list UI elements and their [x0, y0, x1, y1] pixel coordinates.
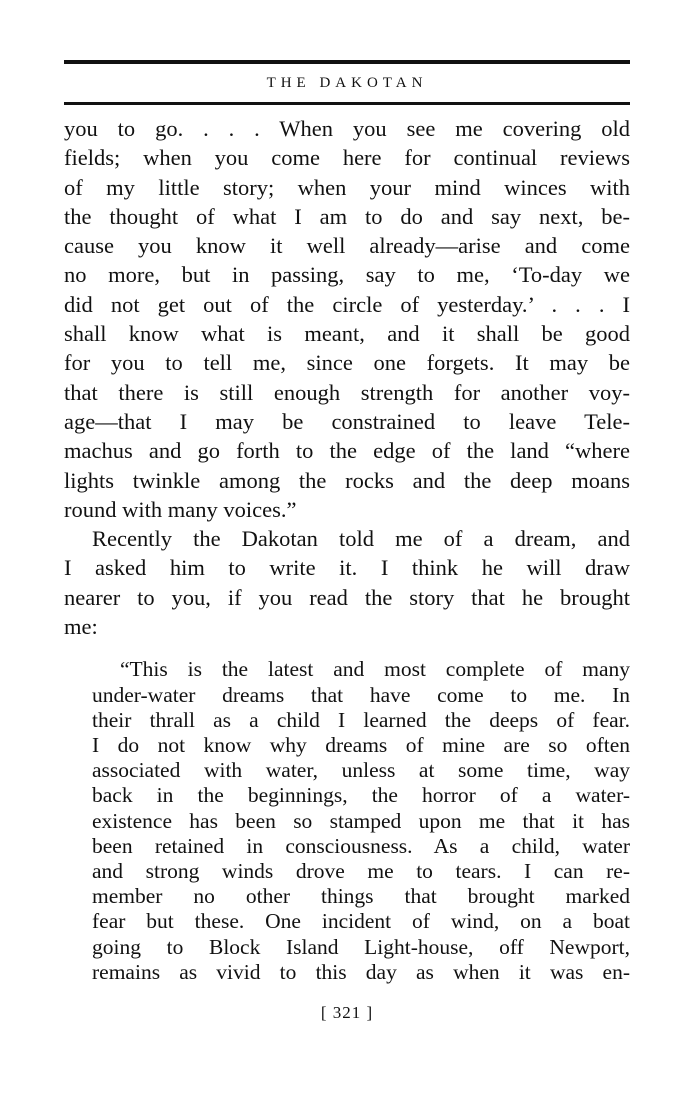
text-line: I do not know why dreams of mine are so often: [92, 732, 630, 757]
text-line: their thrall as a child I learned the deeps of fear.: [92, 707, 630, 732]
text-line: Recently the Dakotan told me of a dream, and: [92, 526, 630, 552]
paragraph-1: [64, 114, 630, 524]
text-line: I asked him to write it. I think he will draw: [64, 555, 630, 581]
quoted-dream-passage: [64, 657, 630, 985]
text-line: nearer to you, if you read the story that he brought: [64, 584, 630, 610]
page-number: [ 321 ]: [320, 1003, 374, 1022]
text-line: back in the beginnings, the horror of a water-: [92, 783, 630, 808]
text-line: under-water dreams that have come to me. In: [92, 682, 630, 707]
text-line: that there is still enough strength for another voy-: [64, 379, 630, 405]
text-line: me:: [64, 614, 98, 640]
text-line: machus and go forth to the edge of the land “where: [64, 438, 630, 464]
page-body: [64, 114, 630, 985]
text-line: been retained in consciousness. As a child, water: [92, 833, 630, 858]
text-line: associated with water, unless at some time, way: [92, 758, 630, 783]
text-line: and strong winds drove me to tears. I can re-: [92, 858, 630, 883]
text-line: the thought of what I am to do and say next, be-: [64, 203, 630, 229]
text-line: lights twinkle among the rocks and the deep moans: [64, 467, 630, 493]
text-line: cause you know it well already—arise and come: [64, 233, 630, 259]
header-rule-bottom: [64, 102, 630, 105]
header-rule-top: [64, 60, 630, 64]
text-line: round with many voices.”: [64, 496, 297, 522]
text-line: shall know what is meant, and it shall be good: [64, 321, 630, 347]
running-head: THE DAKOTAN: [266, 75, 428, 91]
text-line: fields; when you come here for continual reviews: [64, 145, 630, 171]
text-line: fear but these. One incident of wind, on a boat: [92, 909, 630, 934]
text-line: you to go. . . . When you see me covering old: [64, 116, 630, 141]
text-line: existence has been so stamped upon me that it has: [92, 808, 630, 833]
text-line: of my little story; when your mind winces with: [64, 174, 630, 200]
paragraph-2: [64, 524, 630, 641]
text-line: no more, but in passing, say to me, ‘To-day we: [64, 262, 630, 288]
text-line: going to Block Island Light-house, off Newport,: [92, 934, 630, 959]
text-line: member no other things that brought marked: [92, 884, 630, 909]
text-line: for you to tell me, since one forgets. It may be: [64, 350, 630, 376]
text-line: remains as vivid to this day as when it was en-: [92, 959, 630, 984]
text-line: age—that I may be constrained to leave Tele-: [64, 408, 630, 434]
text-line: “This is the latest and most complete of many: [120, 657, 630, 682]
text-line: did not get out of the circle of yesterday.’ . . . I: [64, 291, 630, 317]
